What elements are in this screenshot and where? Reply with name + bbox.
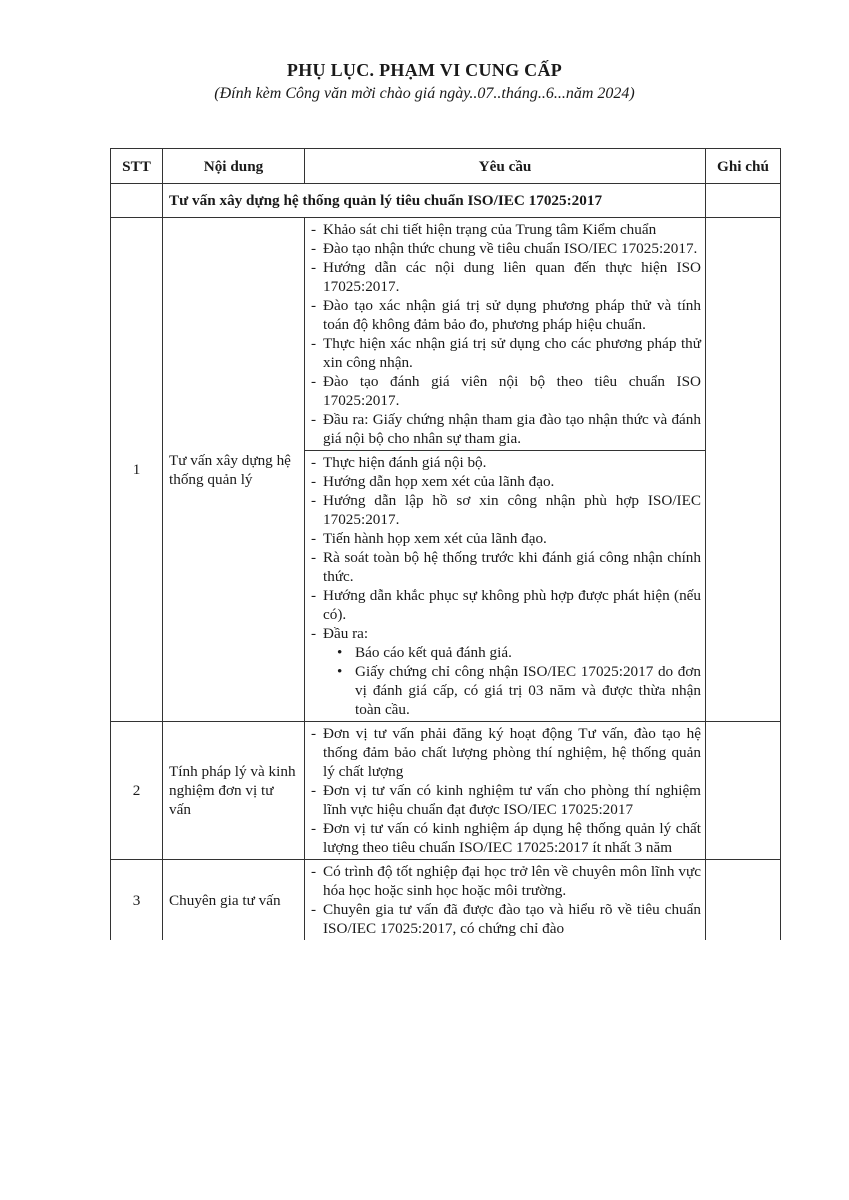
row-stt: 2 [111, 722, 163, 860]
row-notes [706, 860, 781, 941]
row-requirements [305, 218, 706, 451]
list-item: - Chuyên gia tư vấn đã được đào tạo và hiểu rõ về tiêu chuẩn ISO/IEC 17025:2017, có chứng chỉ đào [311, 900, 701, 938]
header-content: Nội dung [163, 149, 305, 184]
section-title: Tư vấn xây dựng hệ thống quản lý tiêu chuẩn ISO/IEC 17025:2017 [163, 184, 706, 218]
section-row [111, 184, 781, 218]
row-requirements [305, 860, 706, 941]
list-item: - Đào tạo xác nhận giá trị sử dụng phương pháp thử và tính toán độ không đảm bảo đo, phương pháp hiệu chuẩn. [311, 296, 701, 334]
list-item: - Đầu ra: Giấy chứng nhận tham gia đào tạo nhận thức và đánh giá nội bộ cho nhân sự tham gia. [311, 410, 701, 448]
row-content: Tính pháp lý và kinh nghiệm đơn vị tư vấn [163, 722, 305, 860]
list-item: - Đơn vị tư vấn có kinh nghiệm áp dụng hệ thống quản lý chất lượng theo tiêu chuẩn ISO/IEC 17025:2017 ít nhất 3 năm [311, 819, 701, 857]
header-notes: Ghi chú [706, 149, 781, 184]
list-item: - Rà soát toàn bộ hệ thống trước khi đánh giá công nhận chính thức. [311, 548, 701, 586]
table-header-row [111, 149, 781, 184]
scope-table [110, 148, 781, 940]
table-row [111, 860, 781, 941]
header-requirements: Yêu cầu [305, 149, 706, 184]
table-row [111, 218, 781, 451]
table-row [111, 722, 781, 860]
row-notes [706, 722, 781, 860]
row-stt: 1 [111, 218, 163, 722]
list-item: - Hướng dẫn họp xem xét của lãnh đạo. [311, 472, 701, 491]
requirements-list [311, 724, 701, 857]
row-requirements [305, 451, 706, 722]
requirements-list [311, 453, 701, 643]
list-item: - Hướng dẫn các nội dung liên quan đến thực hiện ISO 17025:2017. [311, 258, 701, 296]
document-subtitle: (Đính kèm Công văn mời chào giá ngày..07..tháng..6...năm 2024) [214, 85, 635, 102]
requirements-list [311, 862, 701, 938]
list-item: - Đầu ra: [311, 624, 701, 643]
row-content: Chuyên gia tư vấn [163, 860, 305, 941]
header-stt: STT [111, 149, 163, 184]
row-notes [706, 218, 781, 722]
list-item: - Đào tạo đánh giá viên nội bộ theo tiêu chuẩn ISO 17025:2017. [311, 372, 701, 410]
row-requirements [305, 722, 706, 860]
list-item: - Có trình độ tốt nghiệp đại học trở lên về chuyên môn lĩnh vực hóa học hoặc sinh học hoặc môi trường. [311, 862, 701, 900]
row-stt: 3 [111, 860, 163, 941]
list-item: - Đào tạo nhận thức chung về tiêu chuẩn ISO/IEC 17025:2017. [311, 239, 701, 258]
requirements-list [311, 220, 701, 448]
list-item: - Tiến hành họp xem xét của lãnh đạo. [311, 529, 701, 548]
list-item: - Hướng dẫn lập hồ sơ xin công nhận phù hợp ISO/IEC 17025:2017. [311, 491, 701, 529]
list-item: - Đơn vị tư vấn phải đăng ký hoạt động Tư vấn, đào tạo hệ thống đảm bảo chất lượng phòng thí nghiệm, hệ thống quản lý chất lượng [311, 724, 701, 781]
list-item: • Giấy chứng chỉ công nhận ISO/IEC 17025:2017 do đơn vị đánh giá cấp, có giá trị 03 năm và được thừa nhận toàn cầu. [337, 662, 701, 719]
row-content: Tư vấn xây dựng hệ thống quản lý [163, 218, 305, 722]
list-item: - Đơn vị tư vấn có kinh nghiệm tư vấn cho phòng thí nghiệm lĩnh vực hiệu chuẩn đạt được ISO/IEC 17025:2017 [311, 781, 701, 819]
list-item: - Thực hiện đánh giá nội bộ. [311, 453, 701, 472]
outputs-list [311, 643, 701, 719]
list-item: • Báo cáo kết quả đánh giá. [337, 643, 701, 662]
list-item: - Khảo sát chi tiết hiện trạng của Trung tâm Kiểm chuẩn [311, 220, 701, 239]
list-item: - Hướng dẫn khắc phục sự không phù hợp được phát hiện (nếu có). [311, 586, 701, 624]
list-item: - Thực hiện xác nhận giá trị sử dụng cho các phương pháp thử xin công nhận. [311, 334, 701, 372]
document-title: PHỤ LỤC. PHẠM VI CUNG CẤP [286, 60, 563, 80]
